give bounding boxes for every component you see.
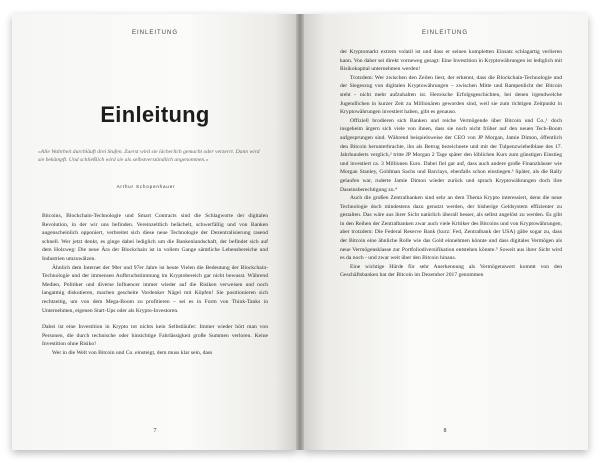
page-number: 8 [443, 428, 447, 434]
page-number: 7 [153, 428, 157, 434]
right-page [302, 14, 588, 450]
book-spine [296, 14, 304, 450]
running-head: EINLEITUNG [421, 30, 468, 36]
open-book [12, 14, 588, 454]
left-body-text [42, 212, 268, 358]
paragraph: Ähnlich dem Internet der 90er und 97er Jahre ist heute Vielen die Bedeutung der Blockchain-Technologie und der immensen Aufbruchstimmung im Kryptobereich gar nicht bewusst. Während Medien, Politiker und diverse Influencer immer wieder auf die Risiken verweisen und noch langatmig diskutieren, machen gescheite Vordenker Nägel mit Köpfen! Sie positionieren sich rechtzeitig, um von dem Mega-Boom zu profitieren – sei es in Form von Think-Tanks in Unternehmen, eigenen Start-Ups oder als Krypto-Investoren. [42, 264, 268, 314]
paragraph: Dabei ist eine Investition in Krypto tot nichts kein Selbstläufer: Immer wieder hört man von Personen, die durch technische oder hinsichtige Fahrlässigkeit große Summen verloren. Keine Investition ohne Risiko! [42, 324, 268, 348]
paragraph: der Kryptomarkt extrem volatil ist und dass er seinen kompletten Einsatz schlagartig verlieren kann. Von daher sei direkt vorneweg gesagt: Eine Investition in Kryptowährungen ist lediglich mit Risikokapital unternehmen werden! [340, 49, 562, 73]
paragraph: Eine wichtige Hürde für sehr Anerkennung als Vermögenswert kommt von den Geschäftsbanken hat der Bitcoin im Dezember 2017 genommen [340, 263, 562, 279]
paragraph: Offiziell brodieren sich Banken und reiche Vermögende über Bitcoin und Co.,¹ doch insgeheim ärgern sich viele von ihnen, dass sie noch nicht früher auf den neuen Tech-Boom aufgesprungen sind. Während beispielsweise der CEO von JP Morgan, Jamie Dimon, öffentlich den Bitcoin herunterbrachte, ihn als Betrug bezeichnete und mit der Tulpenzwiebelblase des 17. Jahrhunderts verglich,² tritte JP Morgan 2 Tage später den löblichen Kurs zum günstigen Einstieg und investiert ca. 3 Millionen Euro. Dabei fiel gar auf, dass auch andere große Finanzhäuser wie Morgan Stanley, Goldman Sachs und Barclays, ebenfalls schon einstiegen.³ Später, als die Rally gelaufen war, ruderte Jamie Dimon wieder zurück und sprach Kryptowährungen doch ihre Daseinsberechtigung zu.⁴ [340, 117, 562, 193]
right-body-text [340, 48, 562, 280]
chapter-title: Einleitung [100, 102, 210, 127]
paragraph: Bitcoins, Blockchain-Technologie und Smart Contracts sind die Schlagworte der digitalen Revolution, in der wir uns befinden. Vereinzeltlich belächelt, schwerfällig und von Banken augenscheinlich opponiert, verbreitet sich diese neue Technologie der Dezentralisierung rasend schnell. Wer jetzt denkt, es ginge dabei lediglich um die Bankenlandschaft, der befindet sich auf dem Holzweg: Die neue Ära der Blockchain ist in vollem Gange sämtliche Lebensbereiche und Industrien umzuwälzen. [42, 213, 268, 262]
paragraph: Auch die großen Zentralbanken sind sehr an dem Thema Krypto interessiert, denn die neue Technologie doch mindestens dazu genutzt werden, der bisherige Geldsystem effizienter zu gestalten. Das wäre aus ihrer Sicht natürlich überall besser, als selbst angelöst zu werden. Es gibt in den Reihen der Zentralbanken zwar auch viele Kritiker des Bitcoins und von Kryptowährungen, aber trotzdem: Die Federal Reserve Bank (kurz: Fed, Zentralbank der USA) gäbe sogar zu, dass der Bitcoin eine ähnliche Rolle wie das Gold einnehmen könnte und dass digitales Vermögen als neue Vermögensklasse zur Portfoliodiversifikation entstehen könnte.⁵ Soweit aus ihrer Sicht wird es da noch - und zwar weit über den Bitcoin hinaus. [340, 195, 562, 262]
paragraph: Wer in die Welt von Bitcoin und Co. einsteigt, dem muss klar sein, dass [52, 349, 213, 356]
epigraph-author: Arthur Schopenhauer [116, 184, 176, 189]
epigraph-quote: »Alle Wahrheit durchläuft drei Stufen. Zuerst wird sie lächerlich gemacht oder verzerrt. Dann wird sie bekämpft. Und schließlich wird sie als selbstverständlich angenommen.« [38, 149, 260, 163]
left-page [12, 14, 298, 450]
running-head: EINLEITUNG [131, 30, 178, 36]
paragraph: Trotzdem: Wer zwischen den Zeilen liest, der erkennt, dass die Blockchain-Technologie und der Siegeszug von digitalen Kryptowährungen – zwischen Mitte und Rampenlicht der Bitcoin steht - nicht mehr aufzuhalten ist. Heroische Erfolgsgeschichten, bei denen irgendwelche Jugendlichen in kurzer Zeit zu Millionären geworden sind, weil sie zum richtigen Zeitpunkt in Kryptowährungen investiert haben, gibt es genauso. [340, 74, 562, 116]
